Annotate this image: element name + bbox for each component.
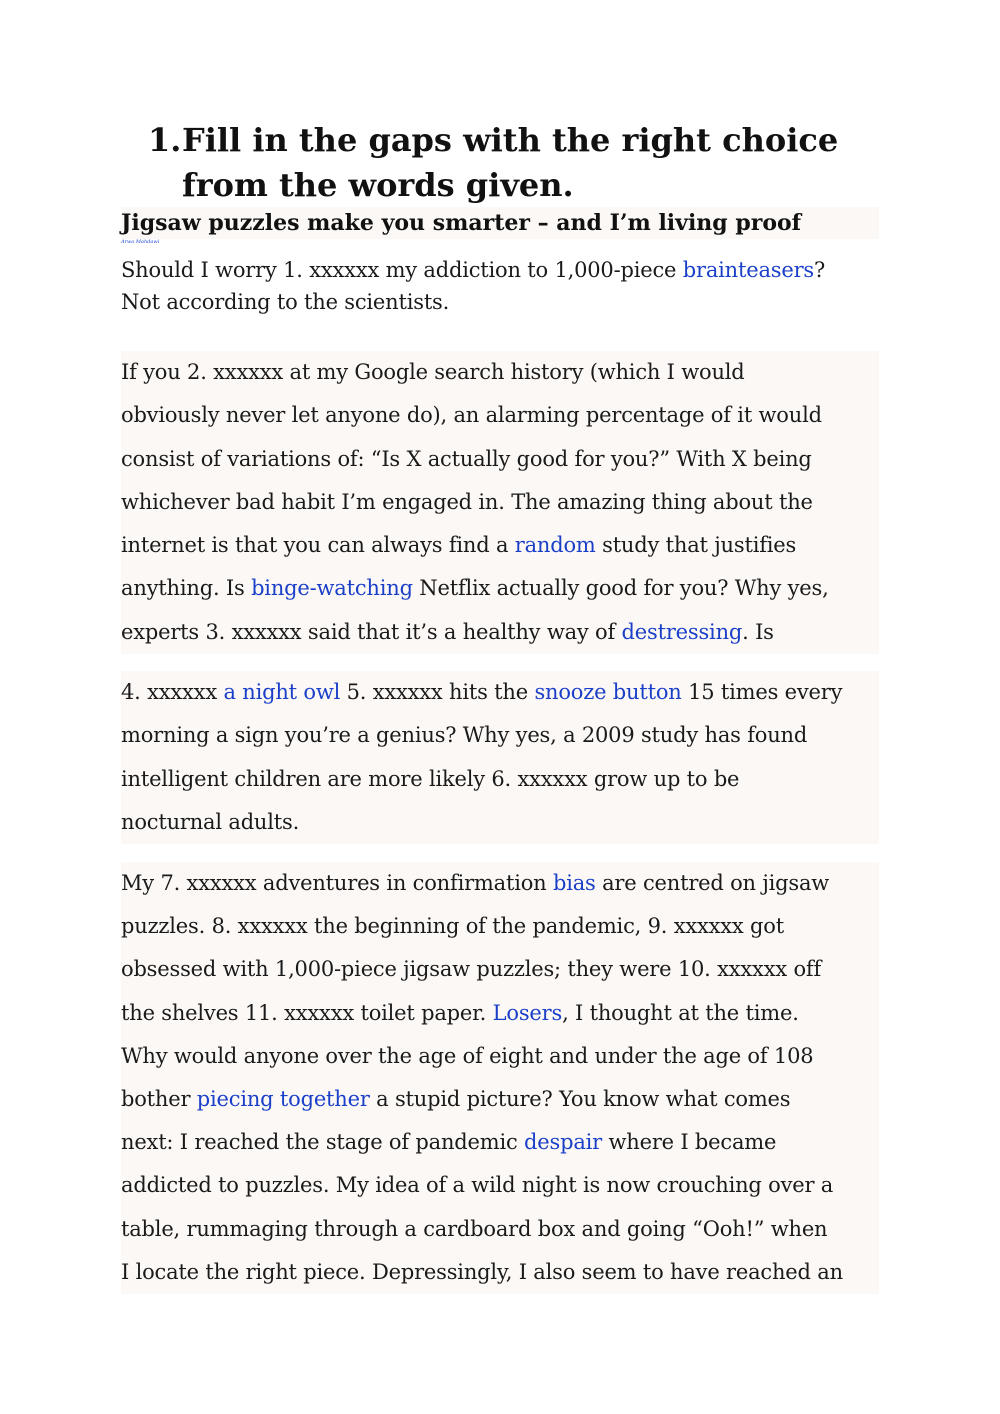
exercise-instruction: Fill in the gaps with the right choice from the words given. — [182, 121, 839, 204]
paragraph-4 — [121, 862, 879, 1294]
text-line: nocturnal adults. — [121, 809, 300, 834]
text-line: the shelves 11. xxxxxx toilet paper. Losers, I thought at the time. — [121, 1000, 799, 1025]
link-bias[interactable]: bias — [552, 871, 596, 895]
exercise-heading — [148, 118, 868, 208]
text-line: internet is that you can always find a random study that justifies — [121, 533, 797, 558]
text-line: table, rummaging through a cardboard box and going “Ooh!” when — [121, 1216, 828, 1241]
text-line: Should I worry 1. xxxxxx my addiction to 1,000-piece brainteasers? — [121, 258, 826, 282]
text-line: puzzles. 8. xxxxxx the beginning of the pandemic, 9. xxxxxx got — [121, 914, 784, 939]
text-line: obsessed with 1,000-piece jigsaw puzzles; they were 10. xxxxxx off — [121, 957, 822, 982]
text-line: intelligent children are more likely 6. xxxxxx grow up to be — [121, 766, 740, 791]
link-destressing[interactable]: destressing — [621, 619, 743, 644]
link-snooze-button[interactable]: snooze button — [534, 680, 682, 704]
text-line: bother piecing together a stupid picture? You know what comes — [121, 1087, 791, 1112]
text-line: consist of variations of: “Is X actually good for you?” With X being — [121, 446, 812, 471]
text-line: My 7. xxxxxx adventures in confirmation bias are centred on jigsaw — [121, 871, 830, 895]
text-line: whichever bad habit I’m engaged in. The amazing thing about the — [121, 489, 813, 514]
text-line: 4. xxxxxx a night owl 5. xxxxxx hits the snooze button 15 times every — [121, 680, 843, 704]
link-brainteasers[interactable]: brainteasers — [682, 258, 814, 282]
text-line: obviously never let anyone do), an alarming percentage of it would — [121, 403, 822, 428]
article-title: Jigsaw puzzles make you smarter – and I’m living proof — [121, 207, 879, 239]
paragraph-2 — [121, 351, 879, 654]
paragraph-1 — [121, 254, 879, 318]
text-line: anything. Is binge-watching Netflix actually good for you? Why yes, — [121, 576, 829, 601]
link-piecing-together[interactable]: piecing together — [196, 1087, 370, 1112]
text-line: morning a sign you’re a genius? Why yes, a 2009 study has found — [121, 723, 808, 748]
text-line: Why would anyone over the age of eight and under the age of 108 — [121, 1043, 814, 1068]
article-byline[interactable]: Arwa Mahdawi — [121, 239, 160, 245]
text-line: next: I reached the stage of pandemic despair where I became — [121, 1130, 777, 1155]
text-line: Not according to the scientists. — [121, 290, 450, 314]
text-line: experts 3. xxxxxx said that it’s a healthy way of destressing. Is — [121, 619, 774, 644]
link-random[interactable]: random — [514, 533, 596, 558]
link-night-owl[interactable]: a night owl — [223, 680, 341, 704]
paragraph-3 — [121, 671, 879, 844]
link-despair[interactable]: despair — [524, 1130, 603, 1155]
link-losers[interactable]: Losers — [492, 1000, 563, 1025]
exercise-number: 1. — [148, 121, 182, 159]
text-line: addicted to puzzles. My idea of a wild night is now crouching over a — [121, 1173, 834, 1198]
text-line: I locate the right piece. Depressingly, I also seem to have reached an — [121, 1259, 843, 1284]
link-binge-watching[interactable]: binge-watching — [251, 576, 413, 601]
text-line: If you 2. xxxxxx at my Google search history (which I would — [121, 360, 745, 384]
